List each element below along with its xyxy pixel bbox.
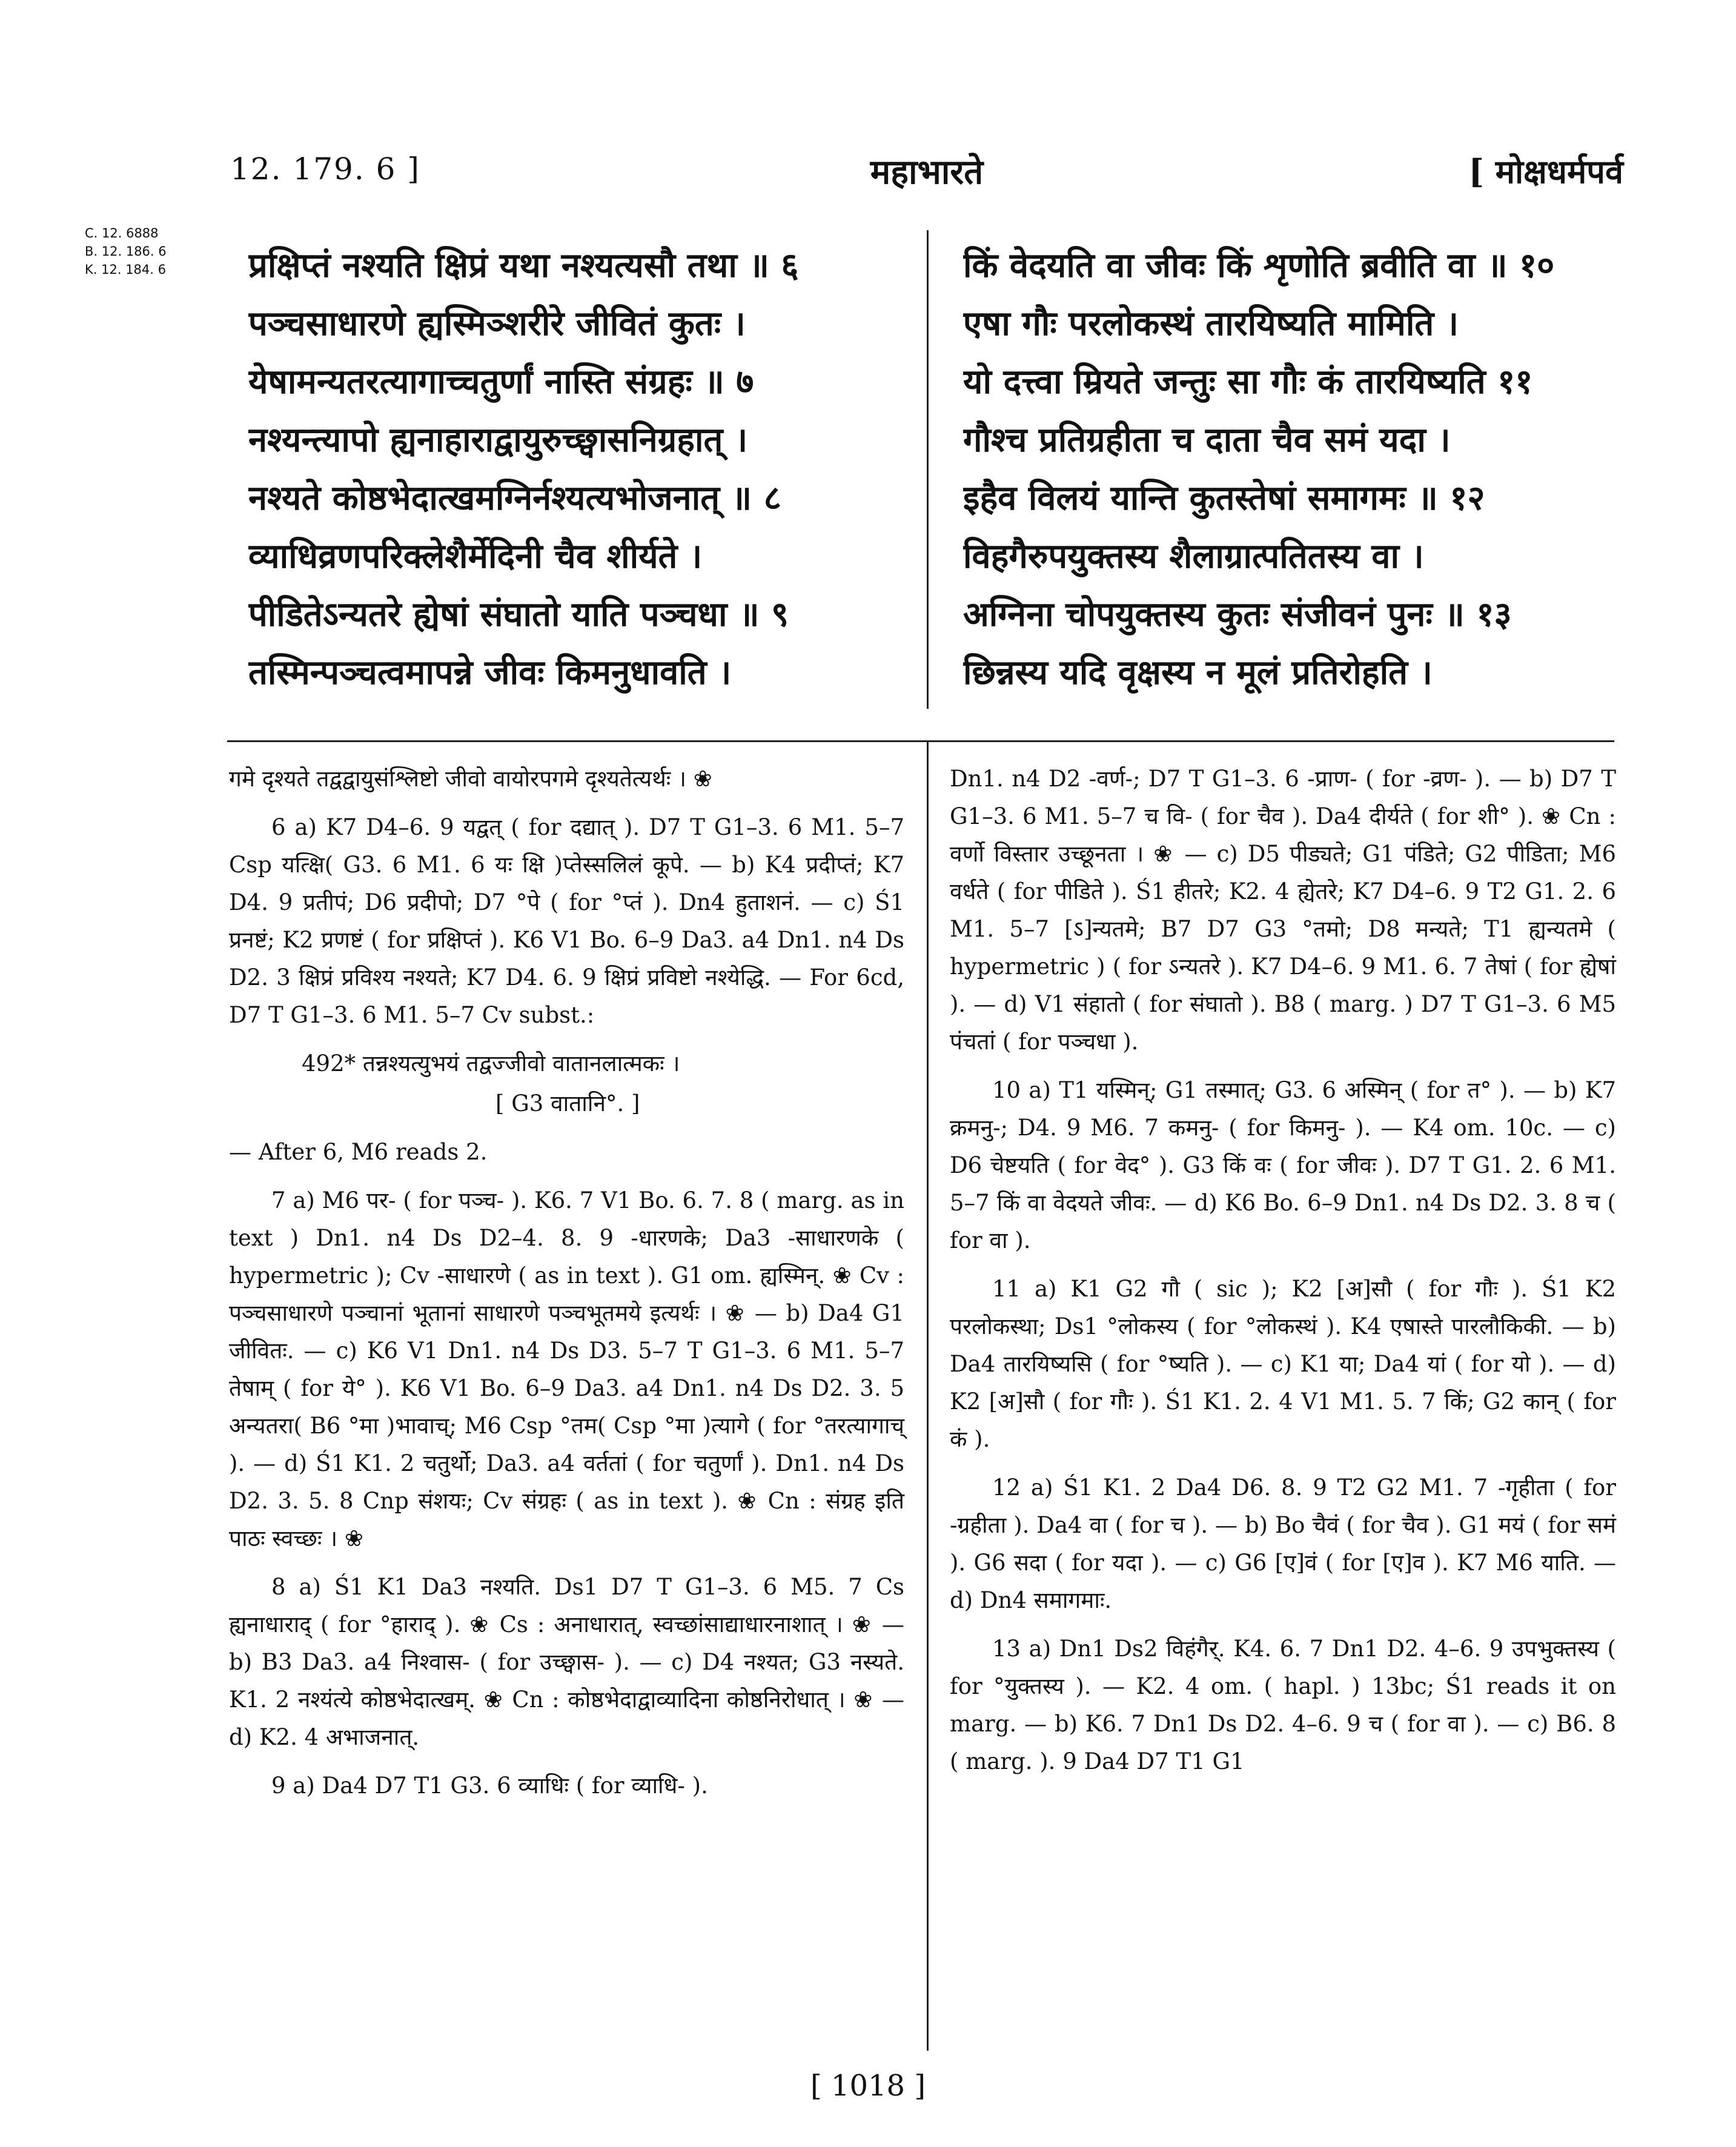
verse-line: किं वेदयति वा जीवः किं शृणोति ब्रवीति वा ॥ १० [963, 245, 1555, 285]
apparatus-note: 10 a) T1 यस्मिन्; G1 तस्मात्; G3. 6 अस्मिन् ( for त° ). — b) K7 क्रमनु-; D4. 9 M6. 7 कमनु- ( for किमनु- ). — K4 om. 10c. — c) D6 चेष्टयति ( for वेद° ). G3 किं वः ( for जीवः ). D7 T G1. 2. 6 M1. 5–7 किं वा वेदयते जीवः. — d) K6 Bo. 6–9 Dn1. n4 Ds D2. 3. 8 च ( for वा ). [950, 1077, 1616, 1253]
apparatus-column-divider [927, 742, 929, 2051]
verse-line: व्याधिव्रणपरिक्लेशैर्मेदिनी चैव शीर्यते । [248, 536, 703, 576]
apparatus-note: Dn1. n4 D2 -वर्ण-; D7 T G1–3. 6 -प्राण- ( for -व्रण- ). — b) D7 T G1–3. 6 M1. 5–7 च वि- ( for चैव ). Da4 दीर्यते ( for शी° ). ❀ Cn : वर्णो विस्तार उच्छूनता । ❀ — c) D5 पीड्यते; G1 पंडिते; G2 पीडिता; M6 वर्धते ( for पीडिते ). Ś1 हीतरे; K2. 4 ह्येतरे; K7 D4–6. 9 T2 G1. 2. 6 M1. 5–7 [ऽ]न्यतमे; B7 D7 G3 °तमो; D8 मन्यते; T1 ह्यन्यतमे ( hypermetric ) ( for ऽन्यतरे ). K7 D4–6. 9 M1. 6. 7 तेषां ( for ह्येषां ). — d) V1 संहातो ( for संघातो ). B8 ( marg. ) D7 T G1–3. 6 M5 पंचतां ( for पञ्चधा ). [950, 766, 1616, 1055]
verse-line: विहगैरुपयुक्तस्य शैलाग्रात्पतितस्य वा । [963, 536, 1424, 576]
concordance-calcutta: C. 12. 6888 [85, 226, 159, 241]
apparatus-column-right [950, 760, 1616, 1791]
concordance-kumbakonam: K. 12. 184. 6 [85, 262, 166, 277]
page-title: महाभारते [870, 152, 984, 192]
parva-title: [ मोक्षधर्मपर्व [1468, 152, 1623, 191]
concordance-bombay: B. 12. 186. 6 [85, 244, 167, 259]
verse-line: इहैव विलयं यान्ति कुतस्तेषां समागमः ॥ १२ [963, 478, 1485, 518]
verse-line: नश्यन्त्यापो ह्यनाहाराद्वायुरुच्छ्वासनिग्रहात् । [248, 420, 748, 460]
apparatus-note: 11 a) K1 G2 गौ ( sic ); K2 [अ]सौ ( for गौः ). Ś1 K2 परलोकस्था; Ds1 °लोकस्य ( for °लोकस्थं ). K4 एषास्ते पारलौकिकी. — b) Da4 तारयिष्यसि ( for °ष्यति ). — c) K1 या; Da4 यां ( for यो ). — d) K2 [अ]सौ ( for गौः ). Ś1 K1. 2. 4 V1 M1. 5. 7 किं; G2 कान् ( for कं ). [950, 1276, 1616, 1452]
verse-line: तस्मिन्पञ्चत्वमापन्ने जीवः किमनुधावति । [248, 652, 732, 692]
verse-reference: 12. 179. 6 ] [230, 151, 420, 187]
verse-line: एषा गौः परलोकस्थं तारयिष्यति मामिति । [963, 304, 1459, 343]
verse-line: येषामन्यतरत्यागाच्चतुर्णां नास्ति संग्रहः ॥ ७ [248, 362, 754, 402]
apparatus-note: — After 6, M6 reads 2. [229, 1139, 488, 1165]
apparatus-note: 9 a) Da4 D7 T1 G3. 6 व्याधिः ( for व्याधि- ). [271, 1773, 708, 1799]
apparatus-note: गमे दृश्यते तद्वद्वायुसंश्लिष्टो जीवो वायोरपगमे दृश्यतेत्यर्थः । ❀ [229, 766, 712, 792]
running-header [230, 151, 1623, 206]
apparatus-note: 7 a) M6 पर- ( for पञ्च- ). K6. 7 V1 Bo. 6. 7. 8 ( marg. as in text ) Dn1. n4 Ds D2–4. 8. 9 -धारणके; Da3 -साधारणके ( hypermetric ); Cv -साधारणे ( as in text ). G1 om. ह्यस्मिन्. ❀ Cv : पञ्चसाधारणे पञ्चानां भूतानां साधारणे पञ्चभूतमये इत्यर्थः । ❀ — b) Da4 G1 जीवितः. — c) K6 V1 Dn1. n4 Ds D3. 5–7 T G1–3. 6 M1. 5–7 तेषाम् ( for ये° ). K6 V1 Bo. 6–9 Da3. a4 Dn1. n4 Ds D2. 3. 5 अन्यतरा( B6 °मा )भावाच्; M6 Csp °तम( Csp °मा )त्यागे ( for °तरत्यागाच् ). — d) Ś1 K1. 2 चतुर्थो; Da3. a4 वर्ततां ( for चतुर्णां ). Dn1. n4 Ds D2. 3. 5. 8 Cnp संशयः; Cv संग्रहः ( as in text ). ❀ Cn : संग्रह इति पाठः स्वच्छः । ❀ [229, 1187, 904, 1551]
verse-line: अग्निना चोपयुक्तस्य कुतः संजीवनं पुनः ॥ १३ [963, 594, 1512, 634]
apparatus-note: 8 a) Ś1 K1 Da3 नश्यति. Ds1 D7 T G1–3. 6 M5. 7 Cs ह्यनाधाराद् ( for °हाराद् ). ❀ Cs : अनाधारात्, स्वच्छांसाद्याधारनाशात् । ❀ — b) B3 Da3. a4 निश्वास- ( for उच्छ्वास- ). — c) D4 नश्यत; G3 नस्यते. K1. 2 नश्यंत्ये कोष्ठभेदात्खम्. ❀ Cn : कोष्ठभेदाद्वाव्यादिना कोष्ठनिरोधात् । ❀ — d) K2. 4 अभाजनात्. [229, 1574, 904, 1750]
apparatus-column-left [229, 760, 904, 1816]
verse-line: प्रक्षिप्तं नश्यति क्षिप्रं यथा नश्यत्यसौ तथा ॥ ६ [248, 245, 799, 285]
verse-line: छिन्नस्य यदि वृक्षस्य न मूलं प्रतिरोहति । [963, 652, 1433, 692]
additional-passage: 492* तन्नश्यत्युभयं तद्वज्जीवो वातानलात्मकः । [302, 1050, 680, 1077]
concordance-margin [85, 224, 167, 279]
verse-text [248, 236, 1617, 715]
verse-line: नश्यते कोष्ठभेदात्खमग्निर्नश्यत्यभोजनात् ॥ ८ [248, 478, 781, 518]
verse-column-left [248, 236, 890, 702]
apparatus-rule [227, 740, 1614, 742]
page-number: [ 1018 ] [810, 2069, 926, 2103]
apparatus-note: 13 a) Dn1 Ds2 विहंगैर्. K4. 6. 7 Dn1 D2. 4–6. 9 उपभुक्तस्य ( for °युक्तस्य ). — K2. 4 om. ( hapl. ) 13bc; Ś1 reads it on marg. — b) K6. 7 Dn1 Ds D2. 4–6. 9 च ( for वा ). — c) B6. 8 ( marg. ). 9 Da4 D7 T1 G1 [950, 1636, 1616, 1774]
apparatus-note: 12 a) Ś1 K1. 2 Da4 D6. 8. 9 T2 G2 M1. 7 -गृहीता ( for -ग्रहीता ). Da4 वा ( for च ). — b) Bo चैवं ( for चैव ). G1 मयं ( for समं ). G6 सदा ( for यदा ). — c) G6 [ए]वं ( for [ए]व ). K7 M6 याति. — d) Dn4 समागमाः. [950, 1475, 1616, 1613]
additional-passage-variant: [ G3 वातानि°. ] [495, 1090, 640, 1117]
verse-column-right [963, 236, 1623, 702]
apparatus-note: 6 a) K7 D4–6. 9 यद्वत् ( for दद्यात् ). D7 T G1–3. 6 M1. 5–7 Csp यत्क्षि( G3. 6 M1. 6 यः क्षि )प्तेस्सलिलं कूपे. — b) K4 प्रदीप्तं; K7 D4. 9 प्रतीपं; D6 प्रदीपो; D7 °पे ( for °प्तं ). Dn4 हुताशनं. — c) Ś1 प्रनष्टं; K2 प्रणष्टं ( for प्रक्षिप्तं ). K6 V1 Bo. 6–9 Da3. a4 Dn1. n4 Ds D2. 3 क्षिप्रं प्रविश्य नश्यते; K7 D4. 6. 9 क्षिप्रं प्रविष्टो नश्येद्धि. — For 6cd, D7 T G1–3. 6 M1. 5–7 Cv subst.: [229, 814, 904, 1028]
verse-line: यो दत्त्वा म्रियते जन्तुः सा गौः कं तारयिष्यति ११ [963, 362, 1533, 402]
verse-line: पञ्चसाधारणे ह्यस्मिञ्शरीरे जीवितं कुतः । [248, 304, 746, 343]
verse-line: गौश्च प्रतिग्रहीता च दाता चैव समं यदा । [963, 420, 1451, 460]
verse-column-divider [927, 230, 929, 709]
verse-line: पीडितेऽन्यतरे ह्येषां संघातो याति पञ्चधा ॥ ९ [248, 594, 789, 634]
